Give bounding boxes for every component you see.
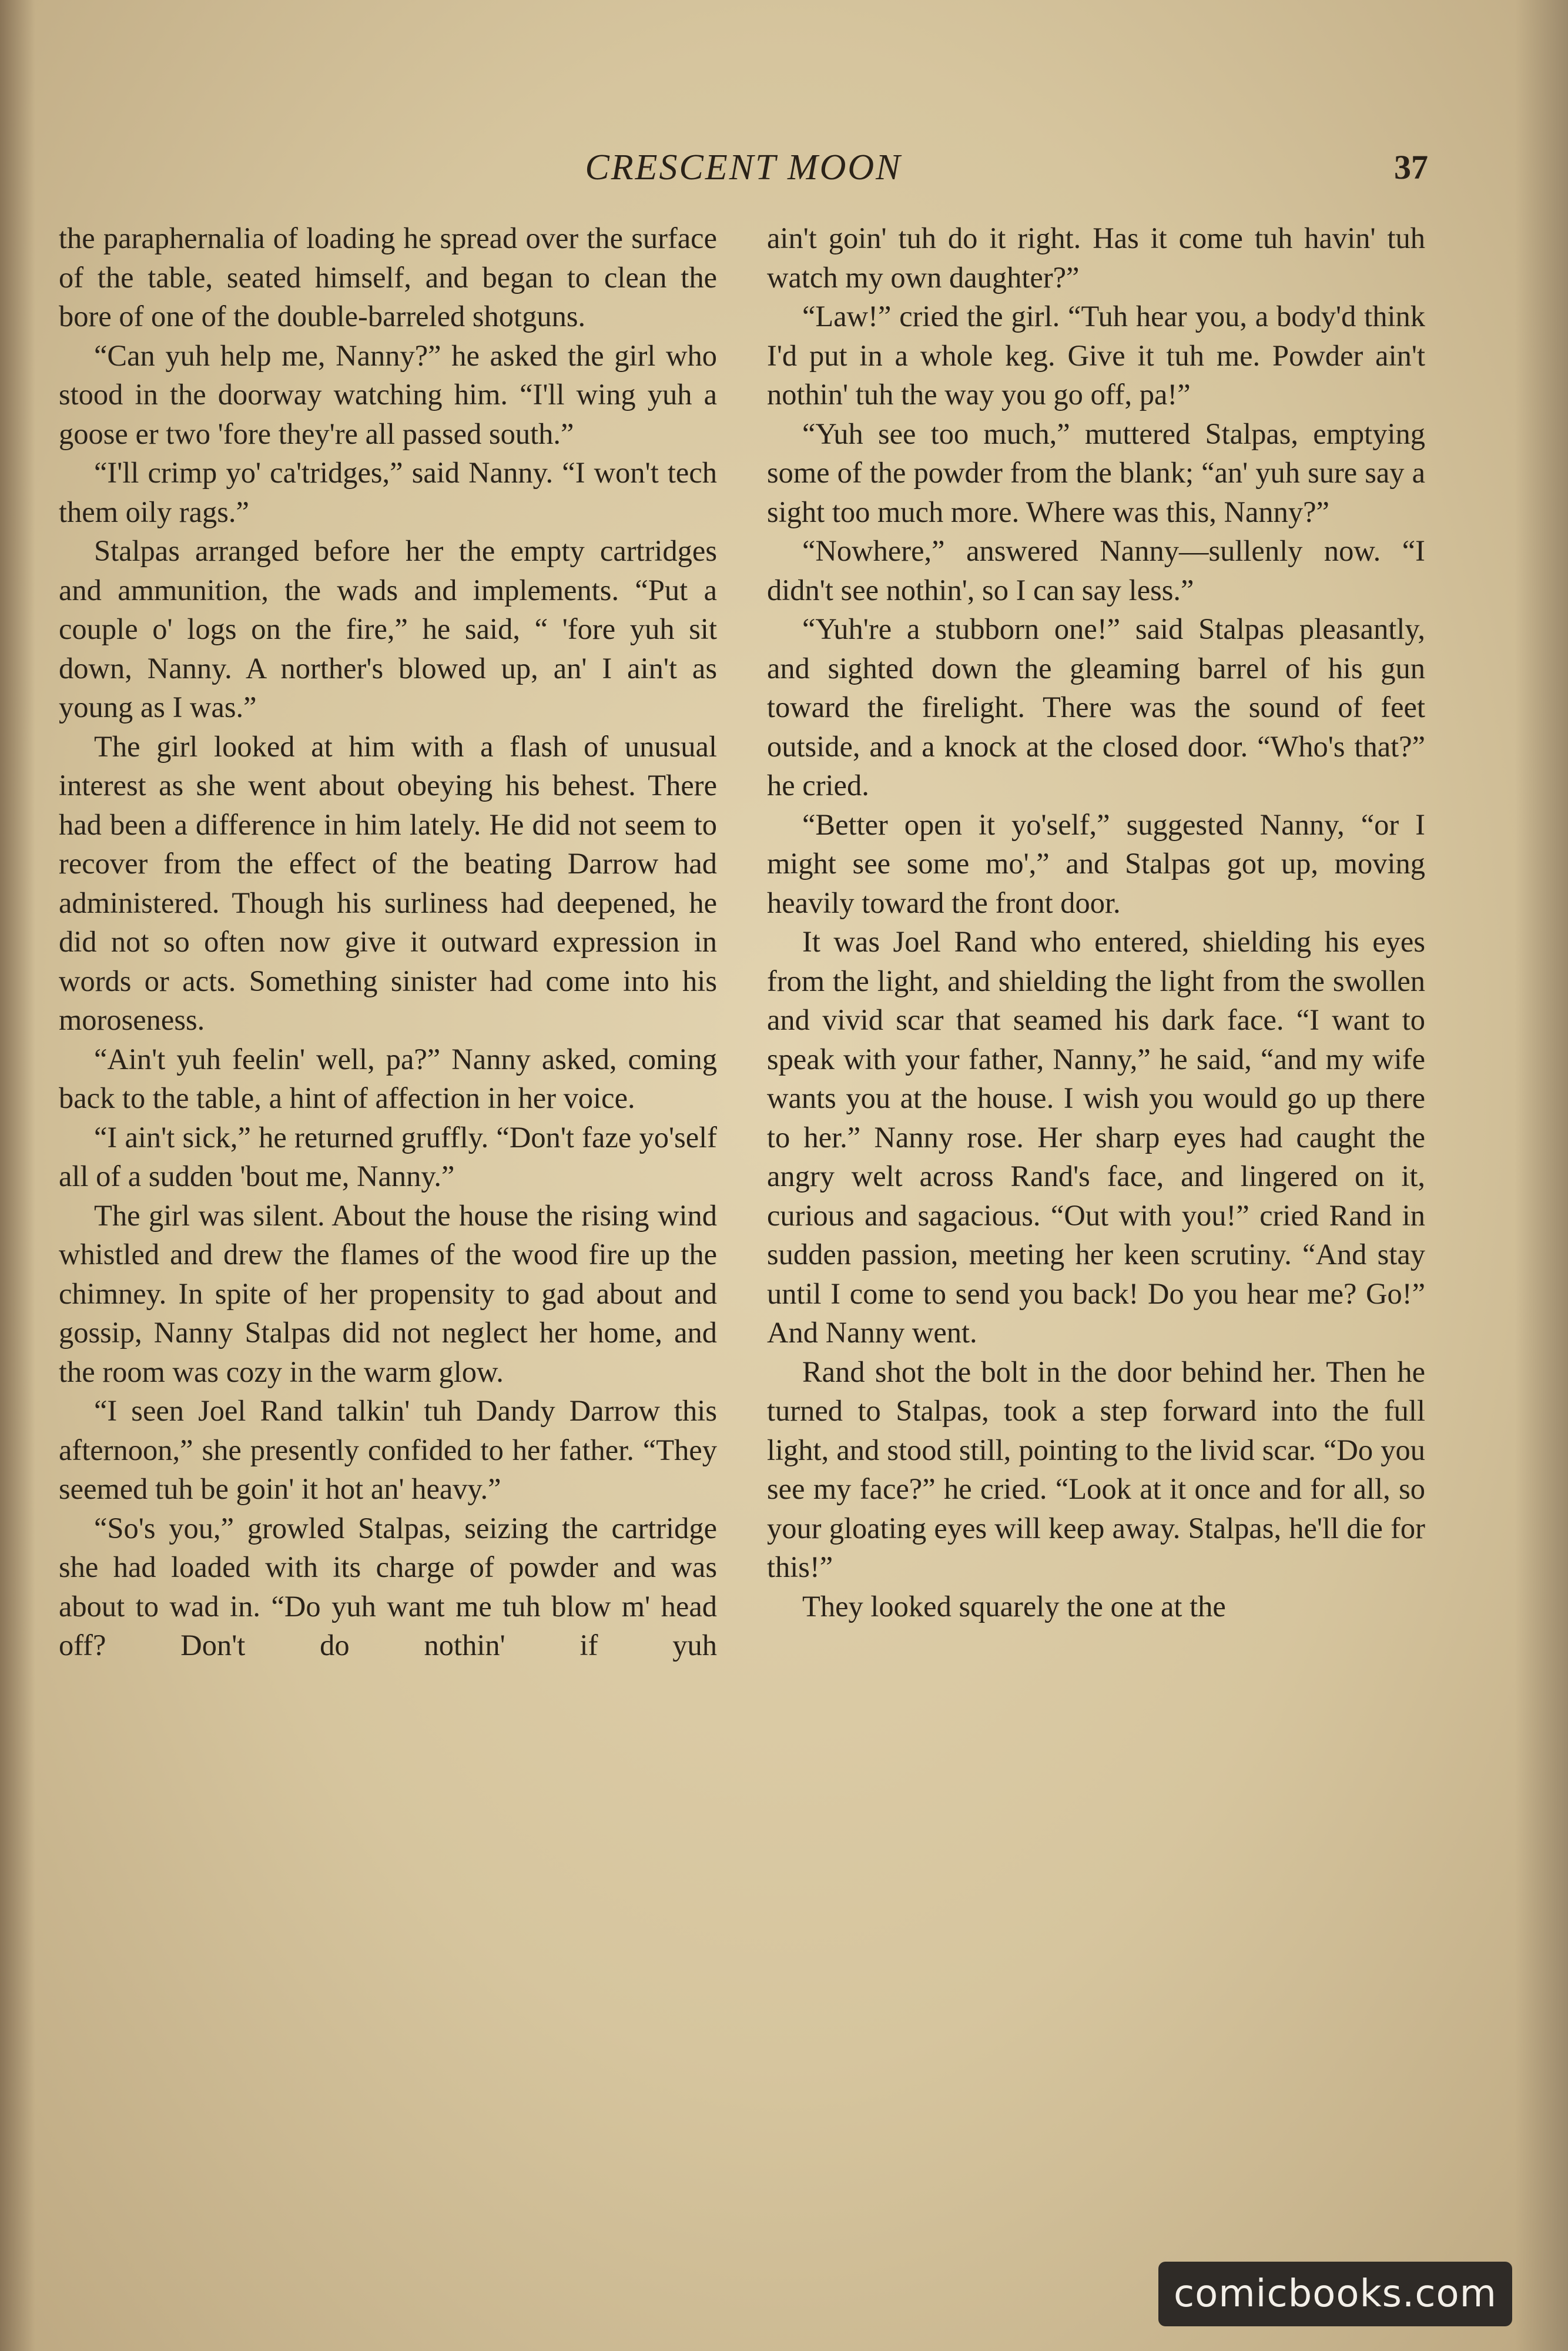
paragraph: “Can yuh help me, Nanny?” he asked the girl who stood in the doorway watching him. “I'll wing yuh a goose er two 'fore they're all passed south.” bbox=[59, 339, 717, 450]
paragraph: “Better open it yo'self,” suggested Nanny, “or I might see some mo',” and Stalpas got up, moving heavily toward the front door. bbox=[767, 808, 1425, 919]
paragraph: It was Joel Rand who entered, shielding his eyes from the light, and shielding the light from the swollen and vivid scar that seamed his dark face. “I want to speak with your father, Nanny,” he said, “and my wife wants you at the house. I wish you would go up there to her.” Nanny rose. Her sharp eyes had caught the angry welt across Rand's face, and lingered on it, curious and sagacious. “Out with you!” cried Rand in sudden passion, meeting her keen scrutiny. “And stay until I come to send you back! Do you hear me? Go!” And Nanny went. bbox=[767, 925, 1425, 1349]
paragraph: Rand shot the bolt in the door behind her. Then he turned to Stalpas, took a step forward into the full light, and stood still, pointing to the livid scar. “Do you see my face?” he cried. “Look at it once and for all, so your gloating eyes will keep away. Stalpas, he'll die for this!” bbox=[767, 1355, 1425, 1583]
paragraph: “Law!” cried the girl. “Tuh hear you, a body'd think I'd put in a whole keg. Give it tuh me. Powder ain't nothin' tuh the way you go off, pa!” bbox=[767, 300, 1425, 411]
paragraph: the paraphernalia of loading he spread over the surface of the table, seated himself, and began to clean the bore of one of the double-barreled shotguns. bbox=[59, 222, 717, 333]
paragraph: “So's you,” growled Stalpas, seizing the cartridge she had loaded with its charge of powder and was about to wad in. “Do yuh want me tuh blow m' head off? Don't do nothin' if yuh bbox=[59, 1511, 717, 1662]
paragraph: “Yuh see too much,” muttered Stalpas, emptying some of the powder from the blank; “an' yuh sure say a sight too much more. Where was this, Nanny?” bbox=[767, 417, 1425, 528]
paragraph: Stalpas arranged before her the empty cartridges and ammunition, the wads and implements. “Put a couple o' logs on the fire,” he said, “ 'fore yuh sit down, Nanny. A norther's blowed up, an' I ain't as young as I was.” bbox=[59, 534, 717, 724]
paragraph: “Nowhere,” answered Nanny—sullenly now. “I didn't see nothin', so I can say less.” bbox=[767, 534, 1425, 607]
paragraph: “I'll crimp yo' ca'tridges,” said Nanny. “I won't tech them oily rags.” bbox=[59, 456, 717, 528]
paragraph: ain't goin' tuh do it right. Has it come tuh havin' tuh watch my own daughter?” bbox=[767, 222, 1425, 294]
running-title: CRESCENT MOON bbox=[585, 148, 902, 187]
paragraph: The girl was silent. About the house the rising wind whistled and drew the flames of the wood fire up the chimney. In spite of her propensity to gad about and gossip, Nanny Stalpas did not neglect her home, and the room was cozy in the warm glow. bbox=[59, 1198, 717, 1388]
watermark-logo: comicbooks.com bbox=[1158, 2262, 1512, 2326]
paragraph: “Yuh're a stubborn one!” said Stalpas pleasantly, and sighted down the gleaming barrel of his gun toward the firelight. There was the sound of feet outside, and a knock at the closed door. “Who's that?” he cried. bbox=[767, 612, 1425, 802]
paragraph: “Ain't yuh feelin' well, pa?” Nanny asked, coming back to the table, a hint of affection in her voice. bbox=[59, 1042, 717, 1114]
page-header bbox=[59, 141, 1428, 194]
paragraph: The girl looked at him with a flash of unusual interest as she went about obeying his behest. There had been a difference in him lately. He did not seem to recover from the effect of the beating Darrow had administered. Though his surliness had deepened, he did not so often now give it outward expression in words or acts. Something sinister had come into his moroseness. bbox=[59, 729, 717, 1036]
left-column bbox=[59, 219, 717, 1665]
page-number: 37 bbox=[1394, 148, 1428, 186]
paragraph: “I seen Joel Rand talkin' tuh Dandy Darrow this afternoon,” she presently confided to her father. “They seemed tuh be goin' it hot an' heavy.” bbox=[59, 1394, 717, 1505]
right-column bbox=[767, 219, 1425, 1626]
paragraph: They looked squarely the one at the bbox=[802, 1589, 1226, 1623]
paragraph: “I ain't sick,” he returned gruffly. “Don't faze yo'self all of a sudden 'bout me, Nanny.” bbox=[59, 1120, 717, 1193]
